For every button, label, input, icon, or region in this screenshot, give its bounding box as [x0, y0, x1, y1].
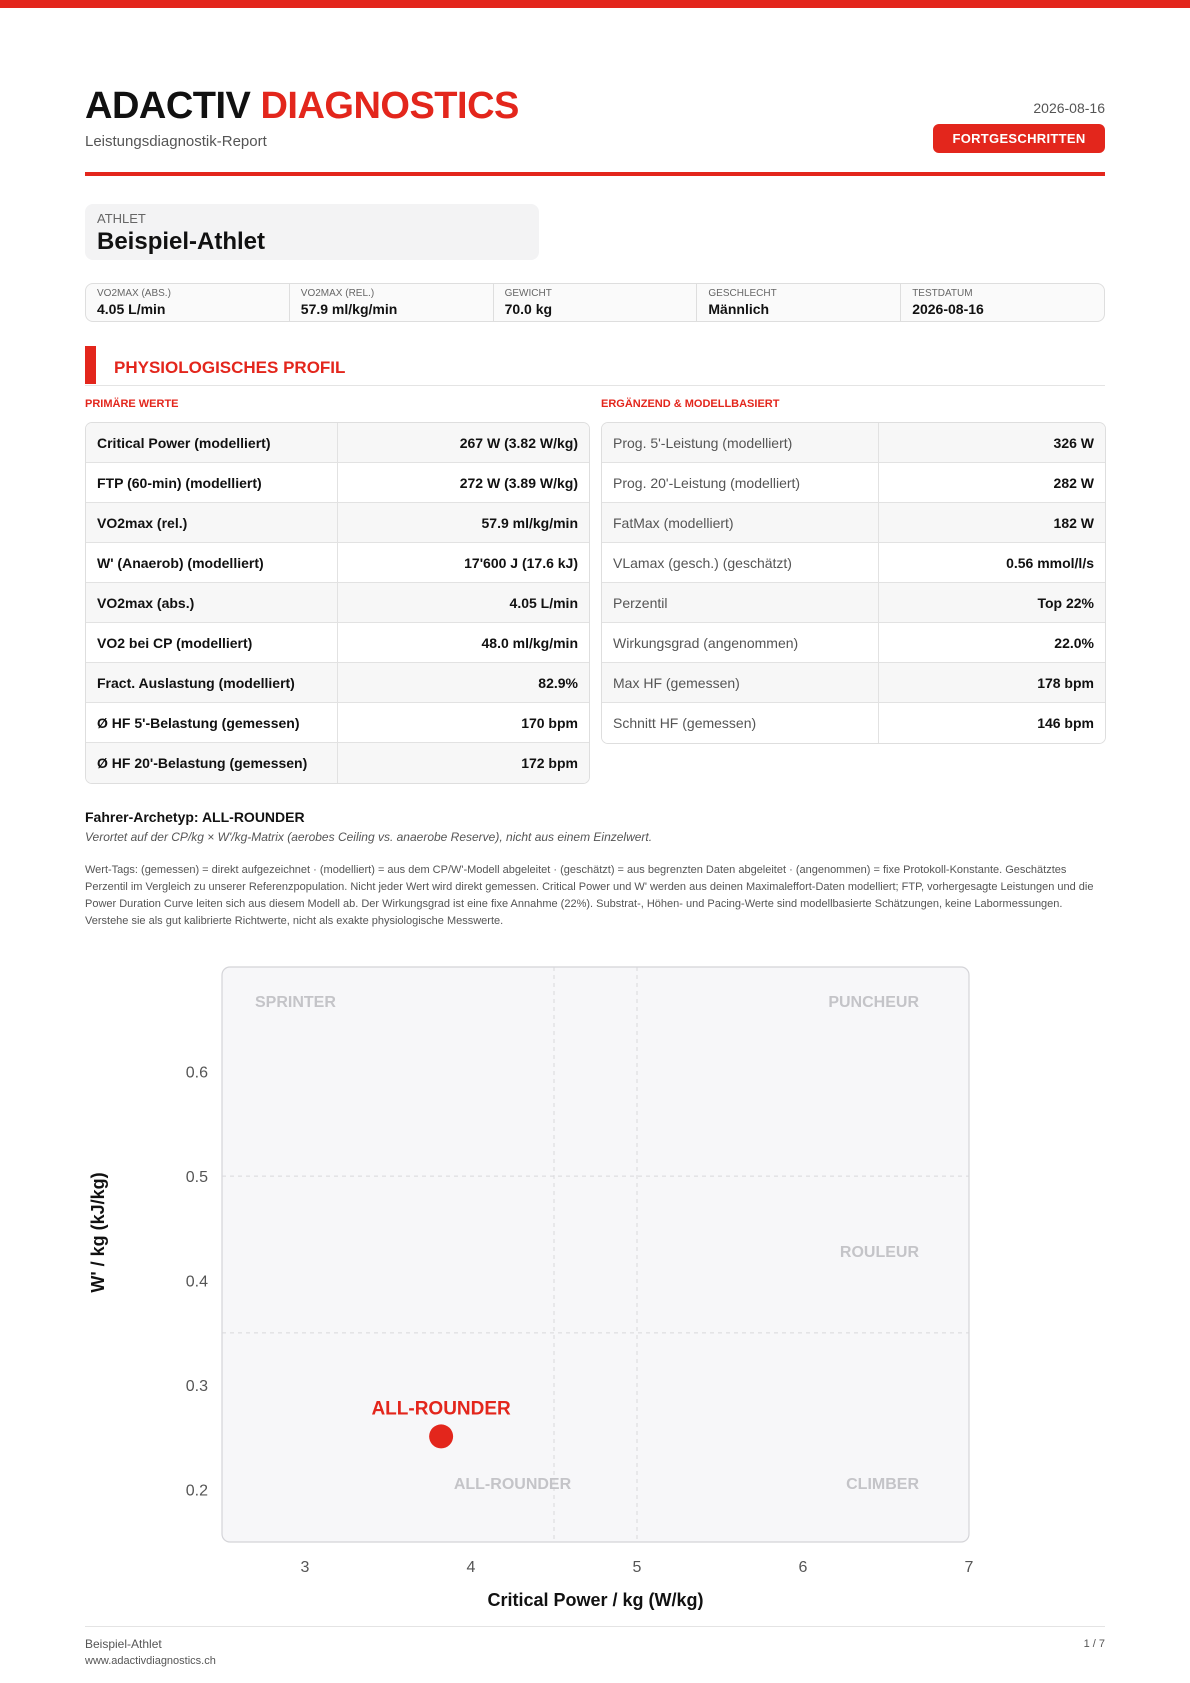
stat-label: GESCHLECHT	[708, 288, 777, 299]
y-tick-label: 0.2	[185, 1482, 208, 1500]
table-row	[86, 543, 589, 583]
quadrant-label-climber: CLIMBER	[846, 1476, 919, 1493]
x-tick-label: 7	[964, 1559, 974, 1576]
value-label: Wirkungsgrad (angenommen)	[602, 623, 879, 663]
stat-label: VO2MAX (REL.)	[300, 288, 375, 299]
x-tick-label: 5	[632, 1559, 642, 1576]
table-row	[86, 503, 589, 543]
value-label: Critical Power (modelliert)	[86, 423, 338, 463]
report-date: 2026-08-16	[1033, 100, 1105, 116]
stat-value: 2026-08-16	[912, 301, 984, 317]
athlete-name: Beispiel-Athlet	[97, 228, 266, 255]
table-row	[86, 743, 589, 783]
stat-vo2max-rel	[290, 284, 494, 321]
brand-name-part1: ADACTIV	[85, 85, 251, 127]
archetype-title: Fahrer-Archetyp: ALL-ROUNDER	[85, 809, 305, 825]
value-cell: 4.05 L/min	[338, 583, 589, 623]
value-label: Schnitt HF (gemessen)	[602, 703, 879, 743]
value-cell: 17'600 J (17.6 kJ)	[338, 543, 589, 583]
stat-label: GEWICHT	[504, 288, 552, 299]
value-cell: 282 W	[879, 463, 1105, 503]
section-accent-bar	[85, 346, 96, 384]
stat-test-date	[901, 284, 1104, 321]
table-row	[86, 663, 589, 703]
value-cell: 146 bpm	[879, 703, 1105, 743]
value-cell: 170 bpm	[338, 703, 589, 743]
value-label: Prog. 5'-Leistung (modelliert)	[602, 423, 879, 463]
value-label: Ø HF 5'-Belastung (gemessen)	[86, 703, 338, 743]
table-row	[86, 703, 589, 743]
table-row	[602, 463, 1105, 503]
quadrant-label-puncheur: PUNCHEUR	[828, 994, 919, 1011]
value-cell: 272 W (3.89 W/kg)	[338, 463, 589, 503]
table-row	[602, 663, 1105, 703]
secondary-values-table	[601, 422, 1106, 744]
secondary-values-heading: ERGÄNZEND & MODELLBASIERT	[601, 398, 780, 410]
value-cell: 172 bpm	[338, 743, 589, 783]
header-divider	[85, 172, 1105, 176]
value-cell: 178 bpm	[879, 663, 1105, 703]
footer-website: www.adactivdiagnostics.ch	[85, 1655, 216, 1667]
primary-values-heading: PRIMÄRE WERTE	[85, 398, 179, 410]
table-row	[86, 583, 589, 623]
athlete-label: ATHLET	[97, 211, 146, 226]
value-label: Prog. 20'-Leistung (modelliert)	[602, 463, 879, 503]
section-divider	[85, 385, 1105, 386]
value-label: Max HF (gemessen)	[602, 663, 879, 703]
x-axis-label: Critical Power / kg (W/kg)	[487, 1590, 704, 1610]
athlete-data-point	[429, 1424, 453, 1448]
value-tags-footnote: Wert-Tags: (gemessen) = direkt aufgezeichnet · (modelliert) = aus dem CP/W'-Modell abgeleitet · (geschätzt) = aus begrenzten Daten abgeleitet · (angenommen) = fixe Protokoll-Konstante. Geschätztes Perzentil im Vergleich zu unserer Referenzpopulation. Nicht jeder Wert wird direkt gemessen. Critical Power und W' werden aus deinen Maximaleffort-Daten modelliert; FTP, vorhergesagte Leistungen und die Power Duration Curve leiten sich aus diesem Modell ab. Der Wirkungsgrad ist eine fixe Annahme (22%). Substrat-, Höhen- und Pacing-Werte sind modellbasierte Schätzungen, keine Labormessungen. Verstehe sie als gut kalibrierte Richtwerte, nicht als exakte physiologische Messwerte.	[85, 864, 1094, 927]
value-label: Ø HF 20'-Belastung (gemessen)	[86, 743, 338, 783]
x-tick-label: 4	[466, 1559, 476, 1576]
archetype-matrix-chart	[0, 940, 1190, 1620]
value-cell: Top 22%	[879, 583, 1105, 623]
table-row	[602, 503, 1105, 543]
value-cell: 57.9 ml/kg/min	[338, 503, 589, 543]
page-number: 1 / 7	[1083, 1638, 1105, 1650]
x-tick-label: 3	[300, 1559, 310, 1576]
value-cell: 267 W (3.82 W/kg)	[338, 423, 589, 463]
table-row	[602, 543, 1105, 583]
value-cell: 82.9%	[338, 663, 589, 703]
value-label: Fract. Auslastung (modelliert)	[86, 663, 338, 703]
quadrant-label-all-rounder: ALL-ROUNDER	[453, 1476, 572, 1493]
table-row	[602, 623, 1105, 663]
key-stats-bar	[85, 283, 1105, 322]
stat-value: 70.0 kg	[504, 301, 553, 317]
value-cell: 182 W	[879, 503, 1105, 543]
quadrant-label-sprinter: SPRINTER	[255, 994, 336, 1011]
section-title: PHYSIOLOGISCHES PROFIL	[114, 358, 346, 377]
archetype-note: Verortet auf der CP/kg × W'/kg-Matrix (aerobes Ceiling vs. anaerobe Reserve), nicht aus einem Einzelwert.	[85, 830, 653, 844]
data-point-label: ALL-ROUNDER	[371, 1398, 511, 1420]
value-label: FatMax (modelliert)	[602, 503, 879, 543]
table-row	[86, 463, 589, 503]
y-tick-label: 0.3	[185, 1378, 208, 1396]
footer-divider	[85, 1626, 1105, 1627]
value-cell: 0.56 mmol/l/s	[879, 543, 1105, 583]
value-label: VLamax (gesch.) (geschätzt)	[602, 543, 879, 583]
stat-value: 57.9 ml/kg/min	[300, 301, 398, 317]
footer-athlete-name: Beispiel-Athlet	[85, 1637, 162, 1651]
brand-logo	[85, 84, 519, 128]
level-badge: FORTGESCHRITTEN	[933, 124, 1105, 153]
stat-label: VO2MAX (ABS.)	[97, 288, 171, 299]
stat-weight	[494, 284, 698, 321]
top-accent-bar	[0, 0, 1190, 8]
value-cell: 326 W	[879, 423, 1105, 463]
y-tick-label: 0.6	[185, 1064, 208, 1082]
value-cell: 48.0 ml/kg/min	[338, 623, 589, 663]
table-row	[602, 703, 1105, 743]
table-row	[86, 623, 589, 663]
value-label: VO2max (abs.)	[86, 583, 338, 623]
value-label: VO2max (rel.)	[86, 503, 338, 543]
table-row	[86, 423, 589, 463]
stat-label: TESTDATUM	[912, 288, 973, 299]
stat-vo2max-abs	[86, 284, 290, 321]
brand-name-part2: DIAGNOSTICS	[260, 85, 519, 127]
table-row	[602, 423, 1105, 463]
primary-values-table	[85, 422, 590, 784]
y-axis-label: W' / kg (kJ/kg)	[88, 1172, 108, 1293]
value-label: Perzentil	[602, 583, 879, 623]
value-label: W' (Anaerob) (modelliert)	[86, 543, 338, 583]
x-tick-label: 6	[798, 1559, 808, 1576]
value-label: FTP (60-min) (modelliert)	[86, 463, 338, 503]
value-cell: 22.0%	[879, 623, 1105, 663]
stat-value: 4.05 L/min	[97, 301, 166, 317]
athlete-card	[85, 204, 539, 260]
table-row	[602, 583, 1105, 623]
value-label: VO2 bei CP (modelliert)	[86, 623, 338, 663]
report-subtitle: Leistungsdiagnostik-Report	[85, 133, 267, 150]
y-tick-label: 0.4	[185, 1273, 208, 1291]
y-tick-label: 0.5	[185, 1169, 208, 1187]
stat-value: Männlich	[708, 301, 770, 317]
stat-sex	[697, 284, 901, 321]
quadrant-label-rouleur: ROULEUR	[839, 1244, 919, 1261]
